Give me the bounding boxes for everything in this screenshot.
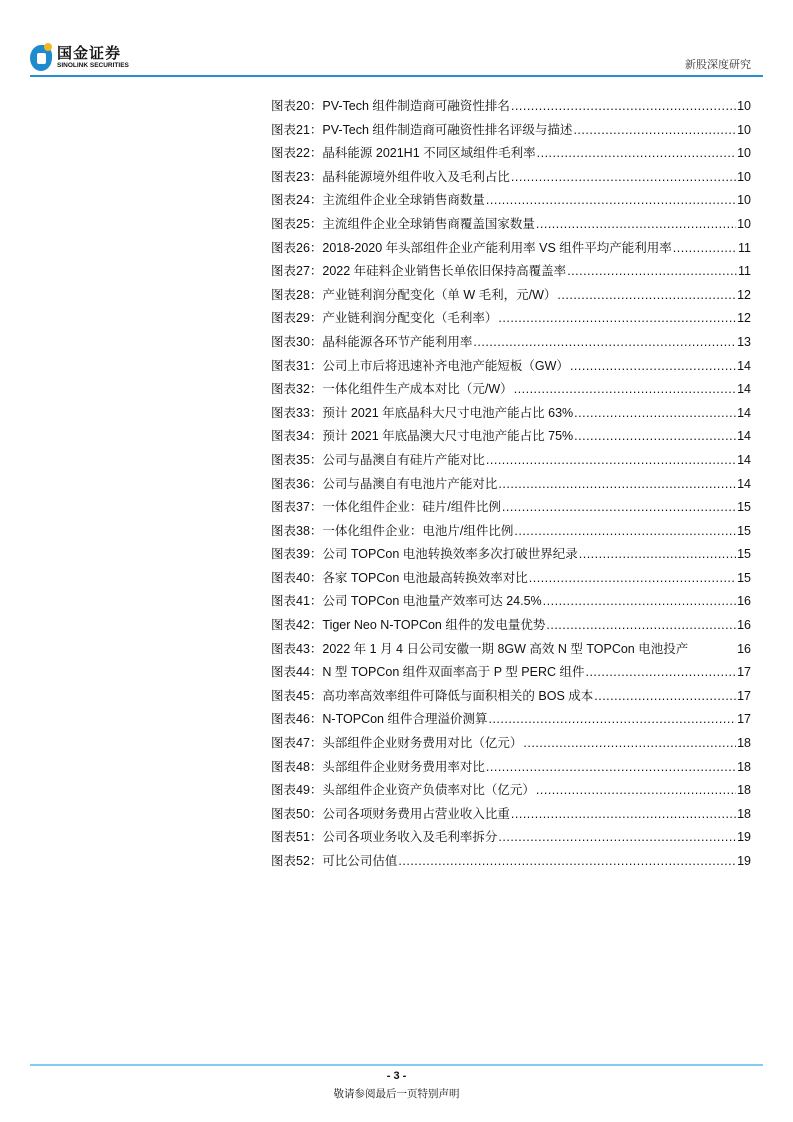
toc-entry[interactable] <box>271 379 751 403</box>
toc-entry-label: 图表28：产业链利润分配变化（单 W 毛利，元/W） <box>271 287 557 302</box>
toc-entry-label: 图表23：晶科能源境外组件收入及毛利占比 <box>271 169 510 184</box>
dot-leader <box>486 760 736 774</box>
dot-leader <box>673 241 737 255</box>
toc-entry[interactable] <box>271 733 751 757</box>
toc-entry[interactable] <box>271 426 751 450</box>
toc-entry-label: 图表52：可比公司估值 <box>271 854 398 868</box>
dot-leader <box>567 264 737 278</box>
dot-leader <box>488 712 736 726</box>
toc-entry-page: 14 <box>737 382 751 397</box>
toc-entry-label: 图表34：预计 2021 年底晶澳大尺寸电池产能占比 75% <box>271 429 574 444</box>
dot-leader <box>570 359 736 373</box>
dot-leader <box>523 736 736 750</box>
toc-entry-label: 图表39：公司 TOPCon 电池转换效率多次打破世界纪录 <box>271 547 578 562</box>
table-of-figures <box>271 96 751 875</box>
toc-entry-page: 16 <box>737 594 751 609</box>
toc-entry-page: 19 <box>737 854 751 868</box>
logo-cn: 国金证券 <box>57 45 122 63</box>
toc-entry-page: 14 <box>737 476 751 491</box>
toc-entry-label: 图表42：Tiger Neo N-TOPCon 组件的发电量优势 <box>271 618 546 633</box>
toc-entry-page: 10 <box>737 216 751 231</box>
toc-entry[interactable] <box>271 261 751 285</box>
dot-leader <box>514 524 736 538</box>
toc-entry-label: 图表43：2022 年 1 月 4 日公司安徽一期 8GW 高效 N 型 TOPCon 电池投产 <box>271 641 689 656</box>
toc-entry-label: 图表38：一体化组件企业：电池片/组件比例 <box>271 523 514 538</box>
toc-entry-label: 图表41：公司 TOPCon 电池量产效率可达 24.5% <box>271 594 542 609</box>
toc-entry-label: 图表35：公司与晶澳自有硅片产能对比 <box>271 452 485 467</box>
toc-entry-label: 图表22：晶科能源 2021H1 不同区域组件毛利率 <box>271 146 536 161</box>
toc-entry-page: 16 <box>737 618 751 633</box>
toc-entry[interactable] <box>271 308 751 332</box>
page-number: - 3 - <box>386 1070 407 1082</box>
company-logo <box>30 45 129 71</box>
toc-entry-label: 图表47：头部组件企业财务费用对比（亿元） <box>271 736 523 751</box>
dot-leader <box>557 288 736 302</box>
footer-divider <box>30 1064 763 1066</box>
toc-entry[interactable] <box>271 568 751 592</box>
dot-leader <box>498 477 736 491</box>
dot-leader <box>594 689 736 703</box>
toc-entry[interactable] <box>271 238 751 262</box>
toc-entry[interactable] <box>271 662 751 686</box>
toc-entry-page: 18 <box>737 736 751 751</box>
dot-leader <box>574 406 736 420</box>
toc-entry-page: 14 <box>737 429 751 444</box>
toc-entry[interactable] <box>271 332 751 356</box>
dot-leader <box>511 170 736 184</box>
toc-entry-page: 10 <box>737 99 751 113</box>
dot-leader <box>502 500 736 514</box>
logo-icon <box>30 45 52 71</box>
toc-entry[interactable] <box>271 709 751 733</box>
toc-entry-page: 10 <box>737 193 751 208</box>
toc-entry-label: 图表40：各家 TOPCon 电池最高转换效率对比 <box>271 570 528 585</box>
toc-entry-label: 图表46：N-TOPCon 组件合理溢价测算 <box>271 712 488 727</box>
dot-leader <box>511 807 736 821</box>
toc-entry-label: 图表21：PV-Tech 组件制造商可融资性排名评级与描述 <box>271 122 573 137</box>
dot-leader <box>536 217 736 231</box>
toc-entry[interactable] <box>271 497 751 521</box>
dot-leader <box>579 547 736 561</box>
toc-entry-label: 图表30：晶科能源各环节产能利用率 <box>271 334 473 349</box>
toc-entry[interactable] <box>271 615 751 639</box>
logo-en: SINOLINK SECURITIES <box>57 62 129 70</box>
dot-leader <box>546 618 736 632</box>
toc-entry[interactable] <box>271 851 751 875</box>
toc-entry-page: 14 <box>737 452 751 467</box>
toc-entry-page: 10 <box>737 169 751 184</box>
toc-entry[interactable] <box>271 356 751 380</box>
toc-entry-label: 图表27：2022 年硅料企业销售长单依旧保持高覆盖率 <box>271 264 567 279</box>
dot-leader <box>574 429 736 443</box>
toc-entry-page: 14 <box>737 358 751 373</box>
dot-leader <box>473 335 736 349</box>
toc-entry[interactable] <box>271 96 751 120</box>
toc-entry-page: 13 <box>737 334 751 349</box>
toc-entry-page: 17 <box>737 665 751 680</box>
toc-entry[interactable] <box>271 639 751 663</box>
toc-entry-page: 19 <box>737 830 751 845</box>
toc-entry[interactable] <box>271 804 751 828</box>
dot-leader <box>498 830 736 844</box>
toc-entry-page: 15 <box>737 570 751 585</box>
toc-entry[interactable] <box>271 120 751 144</box>
dot-leader <box>543 594 736 608</box>
toc-entry[interactable] <box>271 474 751 498</box>
toc-entry-page: 18 <box>737 783 751 798</box>
toc-entry-label: 图表45：高功率高效率组件可降低与面积相关的 BOS 成本 <box>271 688 594 703</box>
toc-entry-label: 图表25：主流组件企业全球销售商覆盖国家数量 <box>271 216 535 231</box>
toc-entry-label: 图表29：产业链利润分配变化（毛利率） <box>271 311 498 326</box>
toc-entry[interactable] <box>271 285 751 309</box>
toc-entry-label: 图表36：公司与晶澳自有电池片产能对比 <box>271 476 498 491</box>
toc-entry[interactable] <box>271 521 751 545</box>
toc-entry[interactable] <box>271 827 751 851</box>
toc-entry[interactable] <box>271 450 751 474</box>
toc-entry-label: 图表49：头部组件企业资产负债率对比（亿元） <box>271 783 535 798</box>
dot-leader <box>486 453 736 467</box>
toc-entry[interactable] <box>271 167 751 191</box>
dot-leader <box>585 665 736 679</box>
dot-leader <box>536 783 736 797</box>
toc-entry-page: 10 <box>737 122 751 137</box>
toc-entry-page: 16 <box>737 641 751 656</box>
toc-entry-page: 15 <box>737 500 751 515</box>
toc-entry-label: 图表31：公司上市后将迅速补齐电池产能短板（GW） <box>271 358 569 373</box>
toc-entry-page: 12 <box>737 311 751 326</box>
toc-entry[interactable] <box>271 143 751 167</box>
toc-entry-label: 图表24：主流组件企业全球销售商数量 <box>271 193 485 208</box>
toc-entry-label: 图表48：头部组件企业财务费用率对比 <box>271 759 485 774</box>
toc-entry-label: 图表51：公司各项业务收入及毛利率拆分 <box>271 830 498 845</box>
toc-entry[interactable] <box>271 780 751 804</box>
dot-leader <box>537 146 736 160</box>
toc-entry-page: 12 <box>737 287 751 302</box>
toc-entry-label: 图表26：2018-2020 年头部组件企业产能利用率 VS 组件平均产能利用率 <box>271 240 672 255</box>
toc-entry-page: 11 <box>738 240 751 255</box>
dot-leader <box>514 382 736 396</box>
toc-entry[interactable] <box>271 591 751 615</box>
report-type: 新股深度研究 <box>685 58 751 71</box>
toc-entry[interactable] <box>271 686 751 710</box>
toc-entry[interactable] <box>271 403 751 427</box>
header-divider <box>30 75 763 77</box>
toc-entry-label: 图表33：预计 2021 年底晶科大尺寸电池产能占比 63% <box>271 405 574 420</box>
toc-entry-page: 17 <box>737 712 751 727</box>
toc-entry-page: 15 <box>737 523 751 538</box>
toc-entry-page: 17 <box>737 688 751 703</box>
toc-entry[interactable] <box>271 214 751 238</box>
toc-entry-label: 图表37：一体化组件企业：硅片/组件比例 <box>271 500 501 515</box>
dot-leader <box>573 123 736 137</box>
toc-entry-label: 图表32：一体化组件生产成本对比（元/W） <box>271 382 513 397</box>
dot-leader <box>486 193 736 207</box>
dot-leader <box>398 854 736 868</box>
toc-entry[interactable] <box>271 757 751 781</box>
toc-entry-page: 10 <box>737 146 751 161</box>
toc-entry-label: 图表20：PV-Tech 组件制造商可融资性排名 <box>271 99 510 113</box>
dot-leader <box>511 99 736 113</box>
toc-entry-page: 15 <box>737 547 751 562</box>
toc-entry[interactable] <box>271 544 751 568</box>
toc-entry-page: 18 <box>737 759 751 774</box>
toc-entry-label: 图表50：公司各项财务费用占营业收入比重 <box>271 806 510 821</box>
dot-leader <box>529 571 736 585</box>
toc-entry-label: 图表44：N 型 TOPCon 组件双面率高于 P 型 PERC 组件 <box>271 665 585 680</box>
toc-entry-page: 11 <box>738 264 751 279</box>
toc-entry-page: 14 <box>737 405 751 420</box>
toc-entry-page: 18 <box>737 806 751 821</box>
toc-entry[interactable] <box>271 190 751 214</box>
dot-leader <box>498 311 736 325</box>
disclaimer-notice: 敬请参阅最后一页特别声明 <box>333 1088 460 1100</box>
